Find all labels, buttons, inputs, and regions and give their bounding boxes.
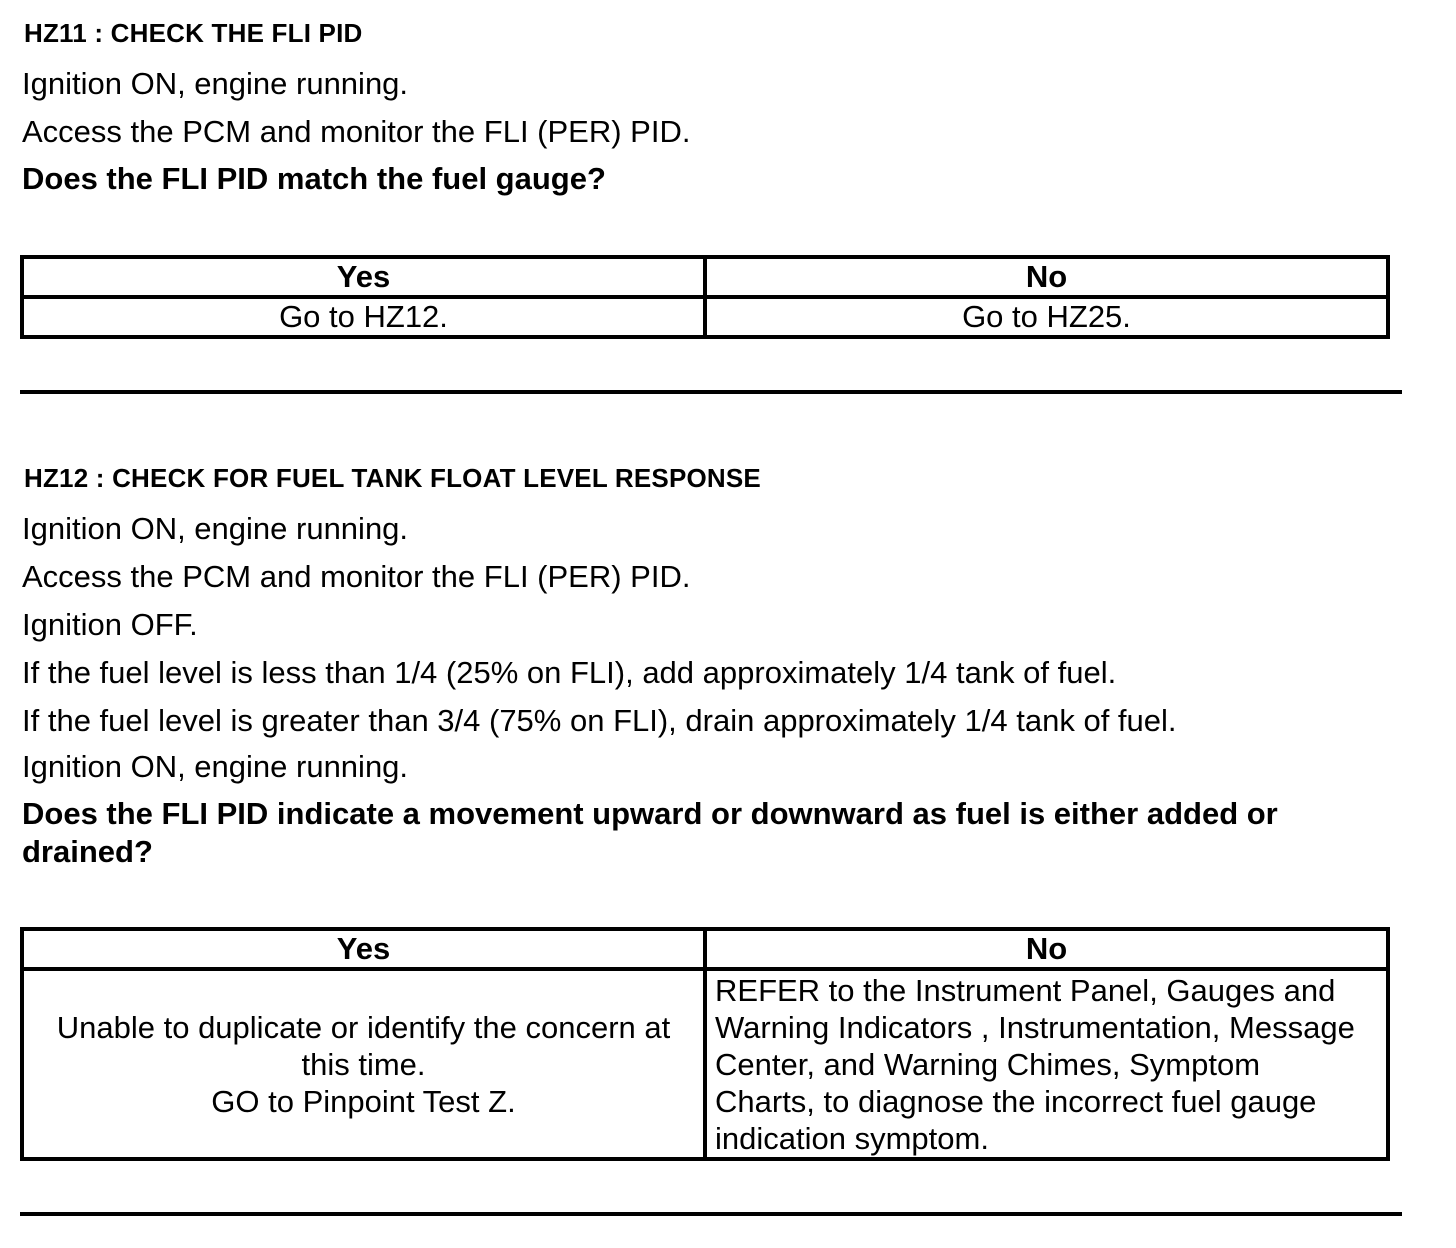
hz12-no-line-1: REFER to the Instrument Panel, Gauges and — [715, 972, 1336, 1008]
hz12-decision-table — [20, 927, 1390, 1161]
hz12-heading: HZ12 : CHECK FOR FUEL TANK FLOAT LEVEL RESPONSE — [24, 463, 761, 493]
hz12-yes-line-2: this time. — [301, 1046, 426, 1082]
hz12-no-header: No — [705, 929, 1388, 969]
hz12-step-3: Ignition OFF. — [22, 607, 198, 642]
hz11-yes-header: Yes — [22, 257, 705, 297]
hz12-step-2: Access the PCM and monitor the FLI (PER) PID. — [22, 559, 691, 594]
hz11-question: Does the FLI PID match the fuel gauge? — [22, 161, 606, 196]
hz12-no-line-2: Warning Indicators , Instrumentation, Message — [715, 1009, 1355, 1045]
hz12-no-cell — [705, 969, 1388, 1159]
hz12-step-5: If the fuel level is greater than 3/4 (75% on FLI), drain approximately 1/4 tank of fuel. — [22, 703, 1177, 738]
hz11-step-1: Ignition ON, engine running. — [22, 66, 409, 101]
hz11-heading: HZ11 : CHECK THE FLI PID — [24, 18, 363, 48]
hz11-decision-table — [20, 255, 1390, 339]
hz11-no-header: No — [705, 257, 1388, 297]
hz12-no-line-3: Center, and Warning Chimes, Symptom — [715, 1046, 1261, 1082]
hz12-yes-line-3: GO to Pinpoint Test Z. — [211, 1083, 516, 1119]
hz12-question: Does the FLI PID indicate a movement upward or downward as fuel is either added or drained? — [22, 796, 1278, 869]
hz11-no-value: Go to HZ25. — [705, 297, 1388, 337]
hz12-yes-line-1: Unable to duplicate or identify the concern at — [56, 1009, 671, 1045]
hz12-yes-header: Yes — [22, 929, 705, 969]
hz12-no-line-4: Charts, to diagnose the incorrect fuel gauge — [715, 1083, 1317, 1119]
hz12-step-6: Ignition ON, engine running. — [22, 749, 409, 784]
hz12-yes-cell — [22, 969, 705, 1159]
hz11-step-2: Access the PCM and monitor the FLI (PER) PID. — [22, 114, 691, 149]
section-divider-1 — [20, 390, 1402, 394]
hz11-yes-value: Go to HZ12. — [22, 297, 705, 337]
section-divider-2 — [20, 1212, 1402, 1216]
hz12-step-1: Ignition ON, engine running. — [22, 511, 409, 546]
hz12-no-line-5: indication symptom. — [715, 1120, 989, 1156]
hz12-step-4: If the fuel level is less than 1/4 (25% on FLI), add approximately 1/4 tank of fuel. — [22, 655, 1117, 690]
